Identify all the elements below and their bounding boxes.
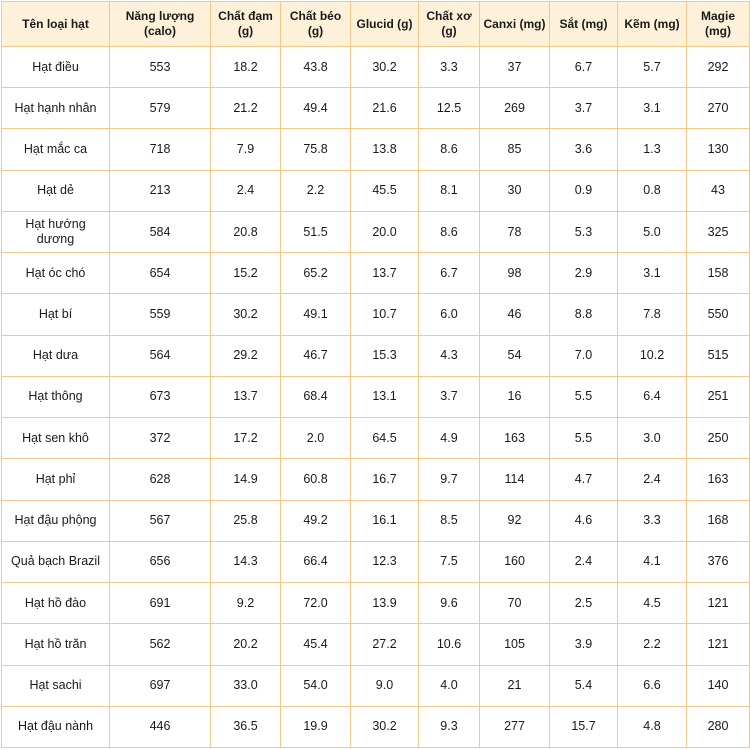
column-header-energy: Năng lượng (calo) <box>110 2 211 47</box>
cell-fat: 49.4 <box>281 88 351 129</box>
cell-magnesium: 163 <box>687 459 750 500</box>
cell-zinc: 1.3 <box>618 129 687 170</box>
cell-zinc: 5.0 <box>618 211 687 252</box>
cell-protein: 18.2 <box>211 47 281 88</box>
cell-fat: 65.2 <box>281 253 351 294</box>
cell-iron: 6.7 <box>550 47 618 88</box>
cell-fat: 2.0 <box>281 418 351 459</box>
cell-magnesium: 292 <box>687 47 750 88</box>
cell-energy: 628 <box>110 459 211 500</box>
cell-energy: 562 <box>110 624 211 665</box>
nut-name-cell: Hạt hồ trăn <box>2 624 110 665</box>
cell-fat: 60.8 <box>281 459 351 500</box>
cell-iron: 5.4 <box>550 665 618 706</box>
cell-protein: 14.3 <box>211 541 281 582</box>
cell-glucid: 13.9 <box>351 583 419 624</box>
cell-energy: 553 <box>110 47 211 88</box>
cell-fiber: 6.0 <box>419 294 480 335</box>
cell-fiber: 3.3 <box>419 47 480 88</box>
nut-name-cell: Hạt bí <box>2 294 110 335</box>
nut-name-cell: Quả bạch Brazil <box>2 541 110 582</box>
cell-magnesium: 121 <box>687 624 750 665</box>
cell-energy: 718 <box>110 129 211 170</box>
cell-zinc: 3.0 <box>618 418 687 459</box>
column-header-glucid: Glucid (g) <box>351 2 419 47</box>
table-body <box>2 47 750 748</box>
cell-iron: 5.5 <box>550 376 618 417</box>
cell-calcium: 277 <box>480 706 550 747</box>
cell-zinc: 2.4 <box>618 459 687 500</box>
cell-magnesium: 158 <box>687 253 750 294</box>
cell-glucid: 27.2 <box>351 624 419 665</box>
cell-calcium: 92 <box>480 500 550 541</box>
cell-calcium: 54 <box>480 335 550 376</box>
cell-energy: 654 <box>110 253 211 294</box>
cell-glucid: 30.2 <box>351 47 419 88</box>
nut-name-cell: Hạt hồ đào <box>2 583 110 624</box>
cell-glucid: 10.7 <box>351 294 419 335</box>
cell-energy: 656 <box>110 541 211 582</box>
cell-glucid: 30.2 <box>351 706 419 747</box>
table-row <box>2 211 750 252</box>
cell-zinc: 3.1 <box>618 253 687 294</box>
table-row <box>2 665 750 706</box>
cell-calcium: 21 <box>480 665 550 706</box>
cell-magnesium: 121 <box>687 583 750 624</box>
cell-iron: 3.7 <box>550 88 618 129</box>
nut-name-cell: Hạt hướng dương <box>2 211 110 252</box>
cell-fat: 54.0 <box>281 665 351 706</box>
cell-protein: 2.4 <box>211 170 281 211</box>
cell-protein: 14.9 <box>211 459 281 500</box>
cell-zinc: 10.2 <box>618 335 687 376</box>
cell-protein: 15.2 <box>211 253 281 294</box>
nut-name-cell: Hạt dưa <box>2 335 110 376</box>
nut-name-cell: Hạt sachi <box>2 665 110 706</box>
cell-fiber: 8.6 <box>419 211 480 252</box>
table-row <box>2 500 750 541</box>
cell-zinc: 4.1 <box>618 541 687 582</box>
cell-magnesium: 550 <box>687 294 750 335</box>
table-row <box>2 170 750 211</box>
cell-fiber: 4.9 <box>419 418 480 459</box>
nut-name-cell: Hạt sen khô <box>2 418 110 459</box>
cell-calcium: 70 <box>480 583 550 624</box>
table-row <box>2 624 750 665</box>
cell-fat: 68.4 <box>281 376 351 417</box>
nut-name-cell: Hạt mắc ca <box>2 129 110 170</box>
cell-zinc: 0.8 <box>618 170 687 211</box>
table-row <box>2 294 750 335</box>
cell-magnesium: 168 <box>687 500 750 541</box>
cell-iron: 15.7 <box>550 706 618 747</box>
column-header-fiber: Chất xơ (g) <box>419 2 480 47</box>
cell-glucid: 45.5 <box>351 170 419 211</box>
table-row <box>2 459 750 500</box>
table-row <box>2 129 750 170</box>
nut-name-cell: Hạt phỉ <box>2 459 110 500</box>
cell-calcium: 16 <box>480 376 550 417</box>
cell-energy: 691 <box>110 583 211 624</box>
table-row <box>2 88 750 129</box>
cell-energy: 213 <box>110 170 211 211</box>
cell-fat: 75.8 <box>281 129 351 170</box>
cell-energy: 584 <box>110 211 211 252</box>
cell-glucid: 15.3 <box>351 335 419 376</box>
cell-protein: 20.2 <box>211 624 281 665</box>
cell-glucid: 64.5 <box>351 418 419 459</box>
column-header-name: Tên loại hạt <box>2 2 110 47</box>
cell-magnesium: 325 <box>687 211 750 252</box>
column-header-magnesium: Magie (mg) <box>687 2 750 47</box>
nut-name-cell: Hạt óc chó <box>2 253 110 294</box>
cell-fiber: 6.7 <box>419 253 480 294</box>
cell-fat: 66.4 <box>281 541 351 582</box>
cell-zinc: 4.8 <box>618 706 687 747</box>
cell-protein: 20.8 <box>211 211 281 252</box>
cell-fat: 49.2 <box>281 500 351 541</box>
cell-glucid: 16.7 <box>351 459 419 500</box>
cell-energy: 697 <box>110 665 211 706</box>
cell-fat: 72.0 <box>281 583 351 624</box>
cell-calcium: 78 <box>480 211 550 252</box>
cell-glucid: 13.8 <box>351 129 419 170</box>
nut-name-cell: Hạt hạnh nhân <box>2 88 110 129</box>
column-header-zinc: Kẽm (mg) <box>618 2 687 47</box>
nut-name-cell: Hạt đậu nành <box>2 706 110 747</box>
cell-magnesium: 251 <box>687 376 750 417</box>
cell-protein: 13.7 <box>211 376 281 417</box>
cell-fiber: 9.3 <box>419 706 480 747</box>
cell-glucid: 21.6 <box>351 88 419 129</box>
column-header-calcium: Canxi (mg) <box>480 2 550 47</box>
cell-glucid: 20.0 <box>351 211 419 252</box>
cell-iron: 2.4 <box>550 541 618 582</box>
cell-calcium: 269 <box>480 88 550 129</box>
cell-fiber: 3.7 <box>419 376 480 417</box>
cell-fat: 2.2 <box>281 170 351 211</box>
cell-fiber: 7.5 <box>419 541 480 582</box>
cell-fat: 51.5 <box>281 211 351 252</box>
cell-energy: 673 <box>110 376 211 417</box>
cell-calcium: 85 <box>480 129 550 170</box>
table-row <box>2 541 750 582</box>
cell-calcium: 30 <box>480 170 550 211</box>
cell-iron: 4.7 <box>550 459 618 500</box>
header-row <box>2 2 750 47</box>
cell-protein: 30.2 <box>211 294 281 335</box>
cell-glucid: 9.0 <box>351 665 419 706</box>
cell-glucid: 12.3 <box>351 541 419 582</box>
cell-protein: 9.2 <box>211 583 281 624</box>
table-row <box>2 47 750 88</box>
cell-calcium: 114 <box>480 459 550 500</box>
cell-protein: 33.0 <box>211 665 281 706</box>
cell-glucid: 13.1 <box>351 376 419 417</box>
table-row <box>2 335 750 376</box>
cell-fiber: 4.3 <box>419 335 480 376</box>
cell-fiber: 9.6 <box>419 583 480 624</box>
table-row <box>2 376 750 417</box>
cell-calcium: 98 <box>480 253 550 294</box>
cell-protein: 36.5 <box>211 706 281 747</box>
cell-iron: 4.6 <box>550 500 618 541</box>
cell-iron: 5.5 <box>550 418 618 459</box>
cell-zinc: 3.1 <box>618 88 687 129</box>
cell-magnesium: 130 <box>687 129 750 170</box>
cell-energy: 559 <box>110 294 211 335</box>
cell-protein: 21.2 <box>211 88 281 129</box>
cell-energy: 446 <box>110 706 211 747</box>
cell-iron: 2.9 <box>550 253 618 294</box>
cell-calcium: 37 <box>480 47 550 88</box>
table-row <box>2 583 750 624</box>
cell-fiber: 8.6 <box>419 129 480 170</box>
cell-glucid: 13.7 <box>351 253 419 294</box>
cell-magnesium: 250 <box>687 418 750 459</box>
cell-fiber: 4.0 <box>419 665 480 706</box>
cell-magnesium: 515 <box>687 335 750 376</box>
nut-name-cell: Hạt đậu phộng <box>2 500 110 541</box>
cell-zinc: 7.8 <box>618 294 687 335</box>
cell-zinc: 2.2 <box>618 624 687 665</box>
table-header <box>2 2 750 47</box>
cell-fat: 49.1 <box>281 294 351 335</box>
cell-fiber: 8.5 <box>419 500 480 541</box>
nutrition-table <box>1 1 750 748</box>
cell-fiber: 10.6 <box>419 624 480 665</box>
cell-protein: 17.2 <box>211 418 281 459</box>
cell-magnesium: 376 <box>687 541 750 582</box>
cell-iron: 8.8 <box>550 294 618 335</box>
cell-magnesium: 270 <box>687 88 750 129</box>
cell-calcium: 46 <box>480 294 550 335</box>
cell-energy: 579 <box>110 88 211 129</box>
cell-iron: 7.0 <box>550 335 618 376</box>
table-row <box>2 253 750 294</box>
cell-calcium: 105 <box>480 624 550 665</box>
cell-calcium: 160 <box>480 541 550 582</box>
cell-iron: 0.9 <box>550 170 618 211</box>
cell-iron: 5.3 <box>550 211 618 252</box>
cell-energy: 567 <box>110 500 211 541</box>
cell-magnesium: 43 <box>687 170 750 211</box>
nut-name-cell: Hạt điều <box>2 47 110 88</box>
nut-name-cell: Hạt thông <box>2 376 110 417</box>
cell-protein: 29.2 <box>211 335 281 376</box>
column-header-fat: Chất béo (g) <box>281 2 351 47</box>
cell-iron: 2.5 <box>550 583 618 624</box>
column-header-protein: Chất đạm (g) <box>211 2 281 47</box>
cell-iron: 3.6 <box>550 129 618 170</box>
column-header-iron: Sắt (mg) <box>550 2 618 47</box>
cell-fiber: 8.1 <box>419 170 480 211</box>
cell-fat: 19.9 <box>281 706 351 747</box>
cell-fat: 46.7 <box>281 335 351 376</box>
cell-zinc: 4.5 <box>618 583 687 624</box>
cell-calcium: 163 <box>480 418 550 459</box>
cell-magnesium: 140 <box>687 665 750 706</box>
table-row <box>2 706 750 747</box>
cell-zinc: 6.4 <box>618 376 687 417</box>
cell-protein: 7.9 <box>211 129 281 170</box>
cell-iron: 3.9 <box>550 624 618 665</box>
cell-fat: 43.8 <box>281 47 351 88</box>
cell-energy: 372 <box>110 418 211 459</box>
cell-zinc: 3.3 <box>618 500 687 541</box>
cell-magnesium: 280 <box>687 706 750 747</box>
cell-protein: 25.8 <box>211 500 281 541</box>
cell-fat: 45.4 <box>281 624 351 665</box>
nut-name-cell: Hạt dẻ <box>2 170 110 211</box>
cell-fiber: 9.7 <box>419 459 480 500</box>
cell-glucid: 16.1 <box>351 500 419 541</box>
cell-zinc: 6.6 <box>618 665 687 706</box>
cell-energy: 564 <box>110 335 211 376</box>
cell-zinc: 5.7 <box>618 47 687 88</box>
cell-fiber: 12.5 <box>419 88 480 129</box>
table-row <box>2 418 750 459</box>
